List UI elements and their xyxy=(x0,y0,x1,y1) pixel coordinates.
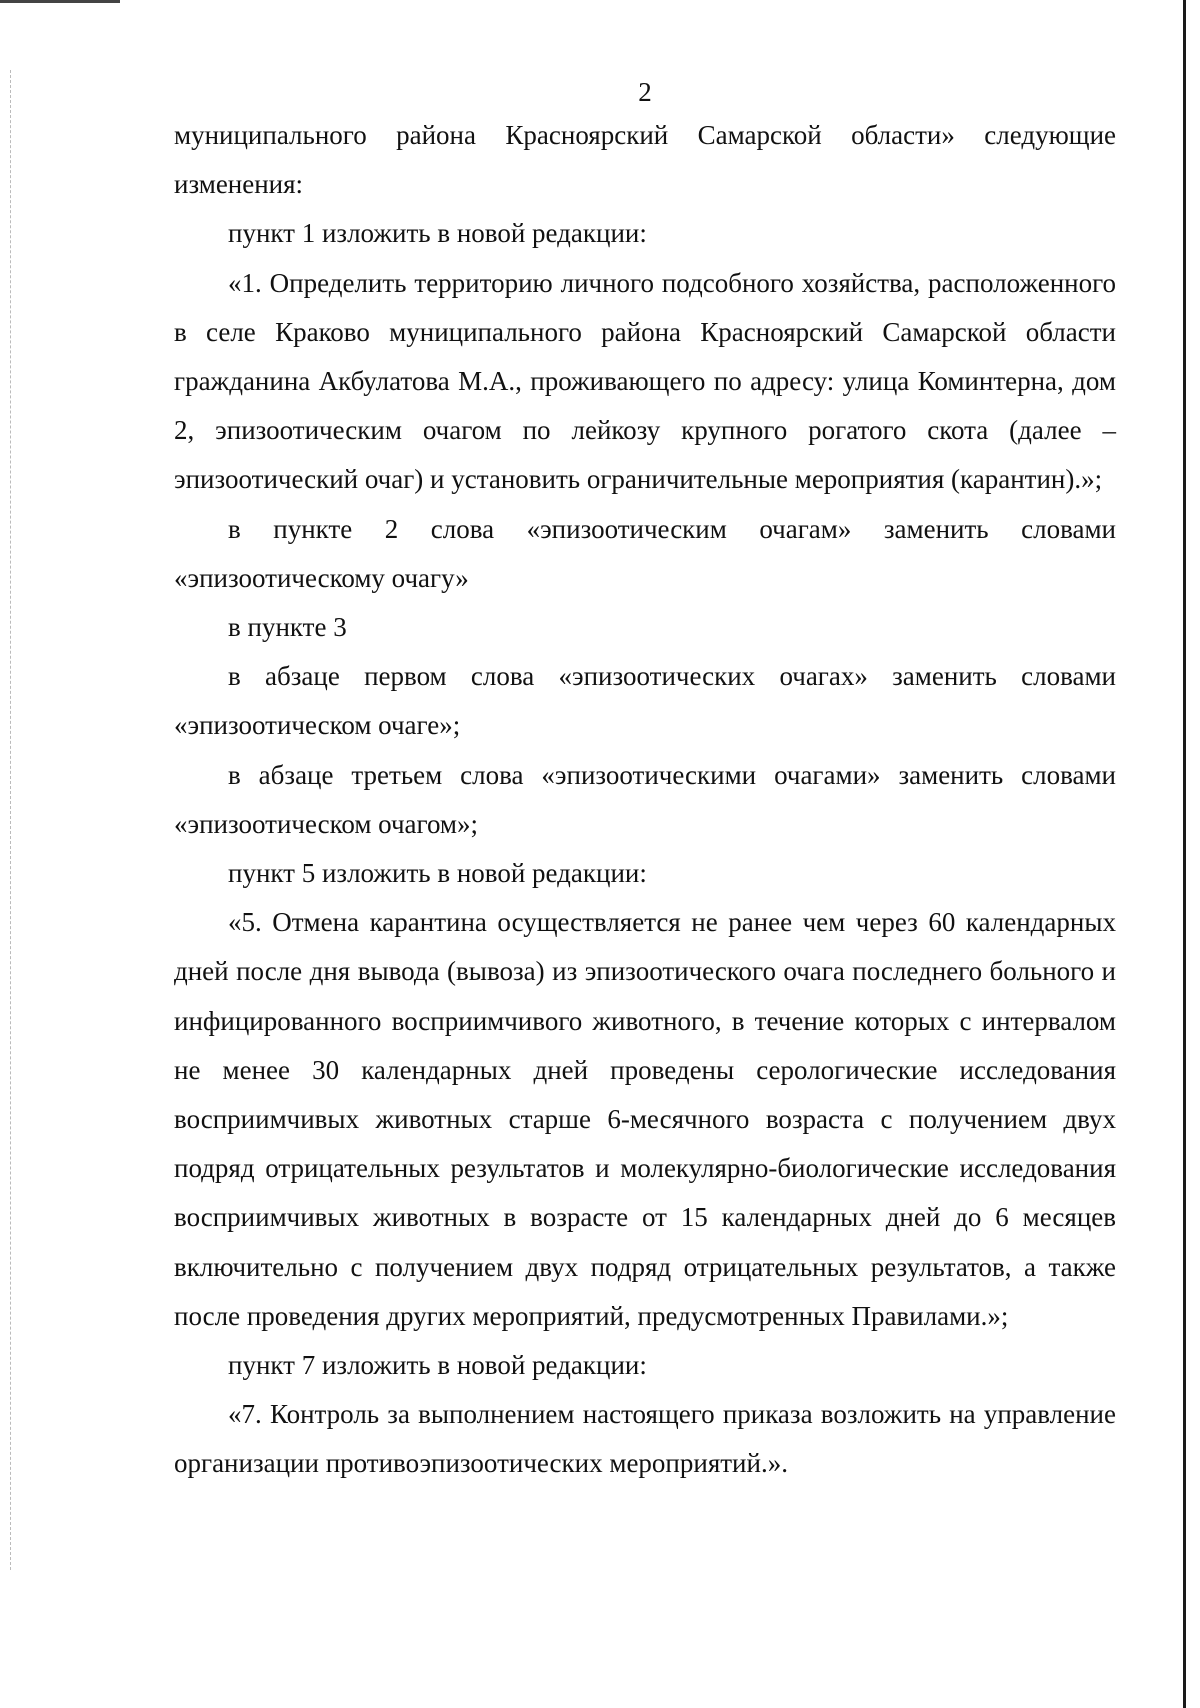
paragraph-item-3-header: в пункте 3 xyxy=(228,612,347,643)
page-number: 2 xyxy=(638,77,652,107)
paragraph-item-1-text: «1. Определить территорию личного подсобного хозяйства, расположенного в селе Краково муниципального района Красноярский Самарской области гражданина Акбулатова М.А., проживающего по адресу: улица Коминтерна, дом 2, эпизоотическим очагом по лейкозу крупного рогатого скота (далее – эпизоотический очаг) и установить ограничительные мероприятия (карантин).»; xyxy=(174,267,1116,495)
paragraph-item-5-header: пункт 5 изложить в новой редакции: xyxy=(228,858,647,889)
document-body xyxy=(174,111,1116,1489)
paragraph-item-1-header: пункт 1 изложить в новой редакции: xyxy=(228,218,647,249)
scan-edge-top xyxy=(0,0,120,3)
scan-edge-left xyxy=(10,70,12,1570)
scan-edge-right xyxy=(1183,0,1186,1708)
paragraph-item-5-text: «5. Отмена карантина осуществляется не ранее чем через 60 календарных дней после дня вывода (вывоза) из эпизоотического очага последнего больного и инфицированного восприимчивого животного, в течение которых с интервалом не менее 30 календарных дней проведены серологические исследования восприимчивых животных старше 6-месячного возраста с получением двух подряд отрицательных результатов и молекулярно-биологические исследования восприимчивых животных в возрасте от 15 календарных дней до 6 месяцев включительно с получением двух подряд отрицательных результатов, а также после проведения других мероприятий, предусмотренных Правилами.»; xyxy=(174,907,1116,1331)
paragraph-item-3-first: в абзаце первом слова «эпизоотических очагах» заменить словами «эпизоотическом очаге»; xyxy=(174,661,1116,741)
paragraph-item-2-change: в пункте 2 слова «эпизоотическим очагам» заменить словами «эпизоотическому очагу» xyxy=(174,513,1116,593)
paragraph-continuation: муниципального района Красноярский Самарской области» следующие изменения: xyxy=(174,120,1116,200)
paragraph-item-7-header: пункт 7 изложить в новой редакции: xyxy=(228,1350,647,1381)
paragraph-item-3-third: в абзаце третьем слова «эпизоотическими очагами» заменить словами «эпизоотическом очагом»; xyxy=(174,759,1116,839)
paragraph-item-7-text: «7. Контроль за выполнением настоящего приказа возложить на управление организации противоэпизоотических мероприятий.». xyxy=(174,1399,1116,1479)
